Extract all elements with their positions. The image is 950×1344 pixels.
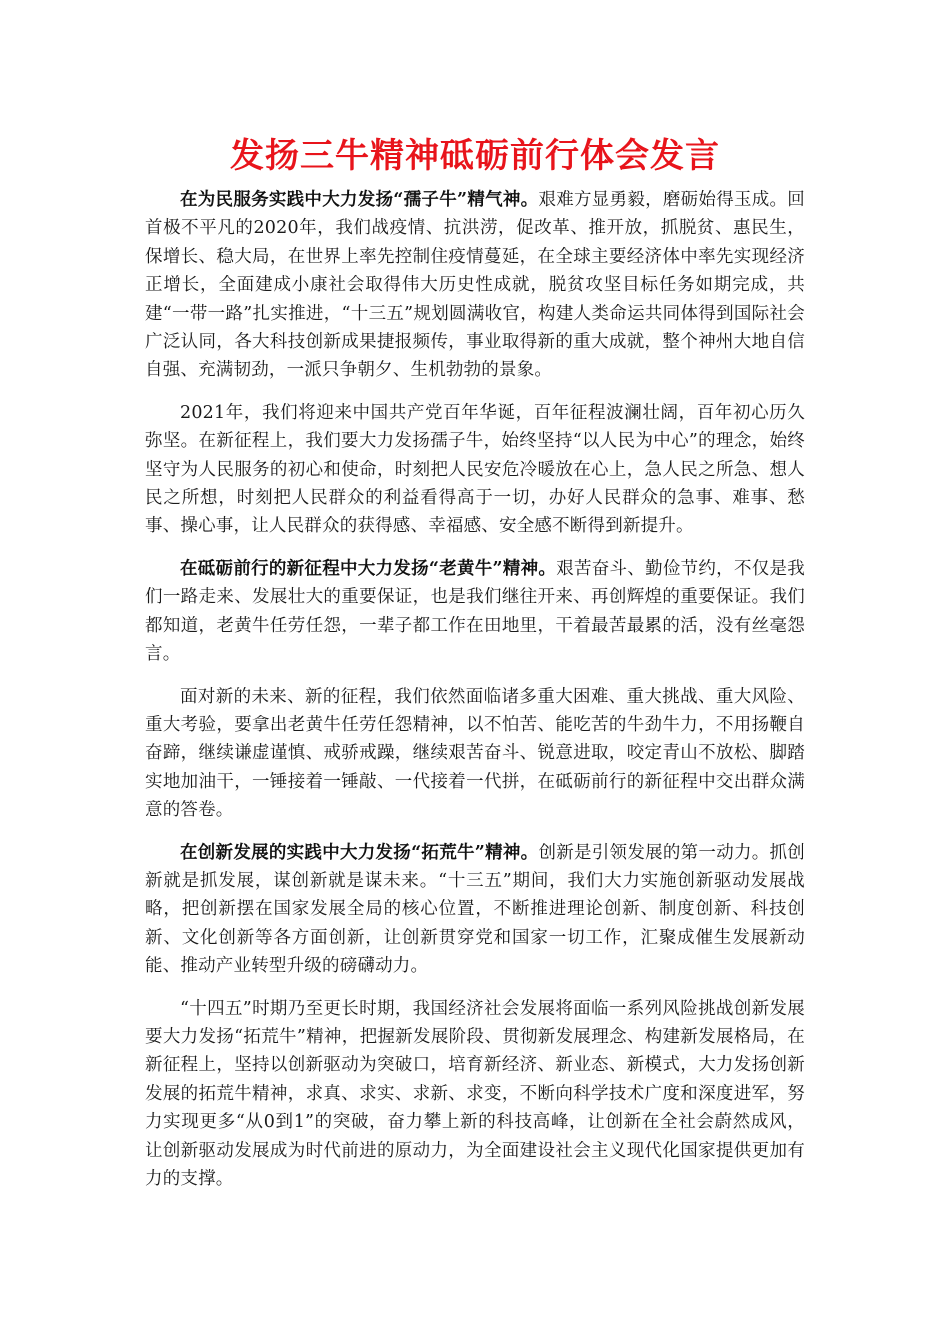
- paragraph-6: [145, 995, 805, 1194]
- paragraph-1-lead: 在为民服务实践中大力发扬“孺子牛”精气神。: [180, 190, 539, 210]
- paragraph-3: [145, 555, 805, 669]
- paragraph-1-text: 艰难方显勇毅，磨砺始得玉成。回首极不平凡的2020年，我们战疫情、抗洪涝，促改革、推开放，抓脱贫、惠民生，保增长、稳大局，在世界上率先控制住疫情蔓延，在全球主要经济体中率先实现经济正增长，全面建成小康社会取得伟大历史性成就，脱贫攻坚目标任务如期完成，共建“一带一路”扎实推进，“十三五”规划圆满收官，构建人类命运共同体得到国际社会广泛认同，各大科技创新成果捷报频传，事业取得新的重大成就，整个神州大地自信自强、充满韧劲，一派只争朝夕、生机勃勃的景象。: [145, 190, 805, 381]
- document-body: [145, 186, 805, 1207]
- document-title: 发扬三牛精神砥砺前行体会发言: [230, 136, 720, 176]
- paragraph-6-text: “十四五”时期乃至更长时期，我国经济社会发展将面临一系列风险挑战创新发展要大力发扬“拓荒牛”精神，把握新发展阶段、贯彻新发展理念、构建新发展格局，在新征程上，坚持以创新驱动为突破口，培育新经济、新业态、新模式，大力发扬创新发展的拓荒牛精神，求真、求实、求新、求变，不断向科学技术广度和深度进军，努力实现更多“从0到1”的突破，奋力攀上新的科技高峰，让创新在全社会蔚然成风，让创新驱动发展成为时代前进的原动力，为全面建设社会主义现代化国家提供更加有力的支撑。: [145, 998, 805, 1189]
- paragraph-2-text: 2021年，我们将迎来中国共产党百年华诞，百年征程波澜壮阔，百年初心历久弥坚。在新征程上，我们要大力发扬孺子牛，始终坚持“以人民为中心”的理念，始终坚守为人民服务的初心和使命，时刻把人民安危冷暖放在心上，急人民之所急、想人民之所想，时刻把人民群众的利益看得高于一切，办好人民群众的急事、难事、愁事、操心事，让人民群众的获得感、幸福感、安全感不断得到新提升。: [145, 402, 805, 537]
- paragraph-5: [145, 839, 805, 981]
- paragraph-5-lead: 在创新发展的实践中大力发扬“拓荒牛”精神。: [180, 842, 539, 863]
- paragraph-1: [145, 186, 805, 385]
- paragraph-4: [145, 683, 805, 825]
- paragraph-2: [145, 399, 805, 541]
- paragraph-5-text: 创新是引领发展的第一动力。抓创新就是抓发展，谋创新就是谋未来。“十三五”期间，我们大力实施创新驱动发展战略，把创新摆在国家发展全局的核心位置，不断推进理论创新、制度创新、科技创新、文化创新等各方面创新，让创新贯穿党和国家一切工作，汇聚成催生发展新动能、推动产业转型升级的磅礴动力。: [145, 842, 805, 977]
- paragraph-4-text: 面对新的未来、新的征程，我们依然面临诸多重大困难、重大挑战、重大风险、重大考验，要拿出老黄牛任劳任怨精神，以不怕苦、能吃苦的牛劲牛力，不用扬鞭自奋蹄，继续谦虚谨慎、戒骄戒躁，继续艰苦奋斗、锐意进取，咬定青山不放松、脚踏实地加油干，一锤接着一锤敲、一代接着一代拼，在砥砺前行的新征程中交出群众满意的答卷。: [145, 686, 805, 821]
- paragraph-3-lead: 在砥砺前行的新征程中大力发扬“老黄牛”精神。: [180, 558, 557, 579]
- paragraph-3-text: 艰苦奋斗、勤俭节约，不仅是我们一路走来、发展壮大的重要保证，也是我们继往开来、再创辉煌的重要保证。我们都知道，老黄牛任劳任怨，一辈子都工作在田地里，干着最苦最累的活，没有丝毫怨言。: [145, 558, 805, 665]
